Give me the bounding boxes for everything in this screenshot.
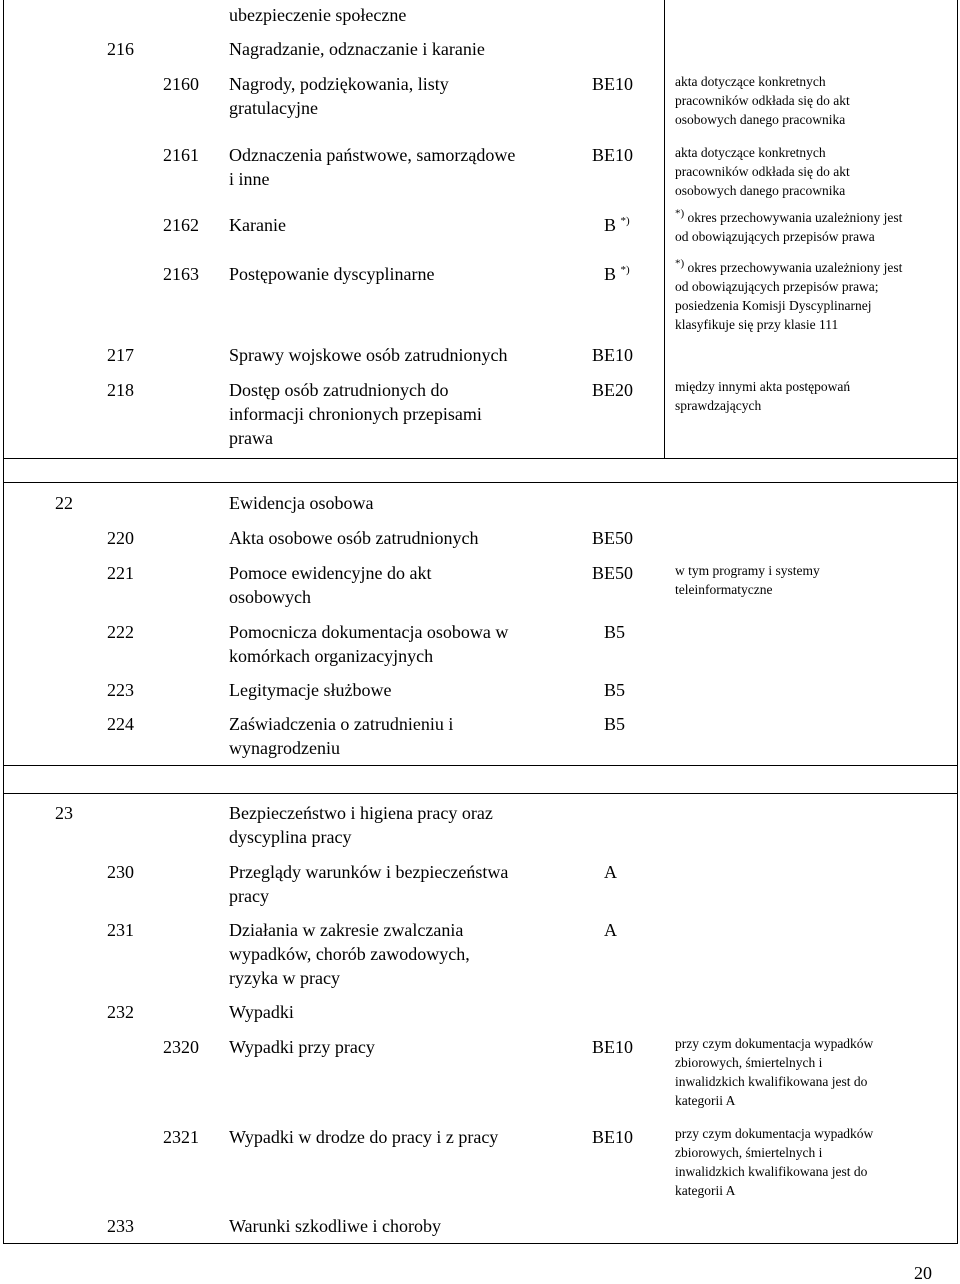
row-note bbox=[675, 580, 772, 599]
footnote-marker: *) bbox=[675, 257, 685, 270]
row-title: dyscyplina pracy bbox=[229, 827, 352, 847]
row-category bbox=[604, 678, 625, 702]
row-title: Wypadki w drodze do pracy i z pracy bbox=[229, 1127, 499, 1147]
row-note bbox=[675, 296, 871, 315]
row-title: komórkach organizacyjnych bbox=[229, 646, 434, 666]
category-value: BE10 bbox=[592, 145, 634, 165]
row-title: Ewidencja osobowa bbox=[229, 493, 374, 513]
category-value: A bbox=[604, 920, 617, 940]
row-code: 217 bbox=[107, 345, 134, 365]
footnote-marker: *) bbox=[620, 264, 630, 276]
row-title: Akta osobowe osób zatrudnionych bbox=[229, 528, 479, 548]
section-separator bbox=[3, 482, 958, 483]
note-text: inwalidzkich kwalifikowana jest do bbox=[675, 1164, 868, 1179]
row-title: Warunki szkodliwe i choroby bbox=[229, 1216, 442, 1236]
row-note bbox=[675, 561, 820, 580]
row-code: 223 bbox=[107, 680, 134, 700]
row-title: Nagrody, podziękowania, listy bbox=[229, 74, 449, 94]
row-category bbox=[592, 1035, 633, 1059]
note-text: między innymi akta postępowań bbox=[675, 379, 851, 394]
row-title: osobowych bbox=[229, 587, 311, 607]
footnote-marker: *) bbox=[620, 215, 630, 227]
row-note bbox=[675, 1143, 822, 1162]
row-code: 230 bbox=[107, 862, 134, 882]
row-code: 220 bbox=[107, 528, 134, 548]
category-value: B5 bbox=[604, 680, 626, 700]
row-note bbox=[675, 277, 879, 296]
note-text: posiedzenia Komisji Dyscyplinarnej bbox=[675, 298, 872, 313]
note-text: akta dotyczące konkretnych bbox=[675, 74, 826, 89]
row-code: 221 bbox=[107, 563, 134, 583]
row-code: 233 bbox=[107, 1216, 134, 1236]
row-note bbox=[675, 143, 826, 162]
row-note bbox=[675, 208, 902, 227]
row-title: Wypadki bbox=[229, 1002, 294, 1022]
row-note bbox=[675, 162, 850, 181]
note-text: pracowników odkłada się do akt bbox=[675, 93, 850, 108]
category-value: BE10 bbox=[592, 74, 634, 94]
row-note bbox=[675, 227, 875, 246]
row-title: informacji chronionych przepisami bbox=[229, 404, 482, 424]
row-code: 2321 bbox=[163, 1127, 199, 1147]
row-title: wypadków, chorób zawodowych, bbox=[229, 944, 470, 964]
category-value: B bbox=[604, 264, 617, 284]
row-note bbox=[675, 396, 761, 415]
row-note bbox=[675, 91, 850, 110]
row-title: Sprawy wojskowe osób zatrudnionych bbox=[229, 345, 508, 365]
note-text: kategorii A bbox=[675, 1183, 736, 1198]
category-value: BE20 bbox=[592, 380, 634, 400]
row-note bbox=[675, 181, 845, 200]
row-note bbox=[675, 1181, 735, 1200]
row-title: wynagrodzeniu bbox=[229, 738, 340, 758]
section-separator bbox=[3, 458, 958, 459]
category-value: B bbox=[604, 215, 617, 235]
row-category bbox=[592, 378, 633, 402]
category-value: B5 bbox=[604, 622, 626, 642]
note-text: zbiorowych, śmiertelnych i bbox=[675, 1145, 823, 1160]
note-text: w tym programy i systemy bbox=[675, 563, 820, 578]
row-code: 2320 bbox=[163, 1037, 199, 1057]
row-code: 218 bbox=[107, 380, 134, 400]
row-title: prawa bbox=[229, 428, 273, 448]
category-value: BE10 bbox=[592, 1127, 634, 1147]
note-text: osobowych danego pracownika bbox=[675, 183, 846, 198]
row-category bbox=[592, 561, 633, 585]
category-value: BE50 bbox=[592, 528, 634, 548]
row-note bbox=[675, 72, 826, 91]
row-code: 2163 bbox=[163, 264, 199, 284]
row-title: Bezpieczeństwo i higiena pracy oraz bbox=[229, 803, 493, 823]
row-note bbox=[675, 110, 845, 129]
row-code: 224 bbox=[107, 714, 134, 734]
note-text: okres przechowywania uzależniony jest bbox=[687, 260, 903, 275]
note-text: teleinformatyczne bbox=[675, 582, 773, 597]
row-note bbox=[675, 1162, 867, 1181]
category-value: A bbox=[604, 862, 617, 882]
row-code: 222 bbox=[107, 622, 134, 642]
row-category bbox=[604, 213, 630, 237]
note-text: od obowiązujących przepisów prawa bbox=[675, 229, 875, 244]
row-category bbox=[592, 343, 633, 367]
row-title: ryzyka w pracy bbox=[229, 968, 340, 988]
row-note bbox=[675, 377, 850, 396]
section-separator bbox=[3, 793, 958, 794]
note-text: zbiorowych, śmiertelnych i bbox=[675, 1055, 823, 1070]
row-code: 231 bbox=[107, 920, 134, 940]
row-title: pracy bbox=[229, 886, 269, 906]
row-title: Wypadki przy pracy bbox=[229, 1037, 375, 1057]
row-title: Działania w zakresie zwalczania bbox=[229, 920, 464, 940]
row-title: gratulacyjne bbox=[229, 98, 318, 118]
note-text: inwalidzkich kwalifikowana jest do bbox=[675, 1074, 868, 1089]
category-value: BE10 bbox=[592, 1037, 634, 1057]
row-note bbox=[675, 1053, 822, 1072]
row-title: Zaświadczenia o zatrudnieniu i bbox=[229, 714, 454, 734]
row-category bbox=[592, 143, 633, 167]
row-title: Postępowanie dyscyplinarne bbox=[229, 264, 435, 284]
row-note bbox=[675, 258, 902, 277]
row-category bbox=[604, 262, 630, 286]
row-category bbox=[604, 712, 625, 736]
note-text: przy czym dokumentacja wypadków bbox=[675, 1126, 874, 1141]
footnote-marker: *) bbox=[675, 207, 685, 220]
note-text: kategorii A bbox=[675, 1093, 736, 1108]
note-text: okres przechowywania uzależniony jest bbox=[687, 210, 903, 225]
row-code: 22 bbox=[55, 493, 73, 513]
note-text: akta dotyczące konkretnych bbox=[675, 145, 826, 160]
category-value: BE50 bbox=[592, 563, 634, 583]
row-title: ubezpieczenie społeczne bbox=[229, 5, 407, 25]
note-text: klasyfikuje się przy klasie 111 bbox=[675, 317, 839, 332]
row-title: Karanie bbox=[229, 215, 286, 235]
row-title: Pomoce ewidencyjne do akt bbox=[229, 563, 432, 583]
row-category bbox=[592, 1125, 633, 1149]
row-category bbox=[604, 918, 617, 942]
row-category bbox=[604, 620, 625, 644]
row-title: Odznaczenia państwowe, samorządowe bbox=[229, 145, 516, 165]
row-code: 2160 bbox=[163, 74, 199, 94]
row-note bbox=[675, 1034, 873, 1053]
row-code: 232 bbox=[107, 1002, 134, 1022]
row-title: i inne bbox=[229, 169, 270, 189]
note-text: osobowych danego pracownika bbox=[675, 112, 846, 127]
row-code: 23 bbox=[55, 803, 73, 823]
row-title: Przeglądy warunków i bezpieczeństwa bbox=[229, 862, 509, 882]
row-title: Legitymacje służbowe bbox=[229, 680, 392, 700]
row-note bbox=[675, 1124, 873, 1143]
note-text: sprawdzających bbox=[675, 398, 762, 413]
category-value: BE10 bbox=[592, 345, 634, 365]
row-code: 216 bbox=[107, 39, 134, 59]
page-number: 20 bbox=[914, 1263, 932, 1283]
note-text: przy czym dokumentacja wypadków bbox=[675, 1036, 874, 1051]
row-note bbox=[675, 1072, 867, 1091]
section-separator bbox=[3, 765, 958, 766]
row-note bbox=[675, 315, 838, 334]
row-code: 2161 bbox=[163, 145, 199, 165]
row-category bbox=[592, 72, 633, 96]
row-note bbox=[675, 1091, 735, 1110]
row-category bbox=[592, 526, 633, 550]
row-category bbox=[604, 860, 617, 884]
row-title: Dostęp osób zatrudnionych do bbox=[229, 380, 449, 400]
category-value: B5 bbox=[604, 714, 626, 734]
note-text: pracowników odkłada się do akt bbox=[675, 164, 850, 179]
note-text: od obowiązujących przepisów prawa; bbox=[675, 279, 879, 294]
row-title: Pomocnicza dokumentacja osobowa w bbox=[229, 622, 509, 642]
column-divider bbox=[664, 0, 665, 458]
row-code: 2162 bbox=[163, 215, 199, 235]
row-title: Nagradzanie, odznaczanie i karanie bbox=[229, 39, 485, 59]
